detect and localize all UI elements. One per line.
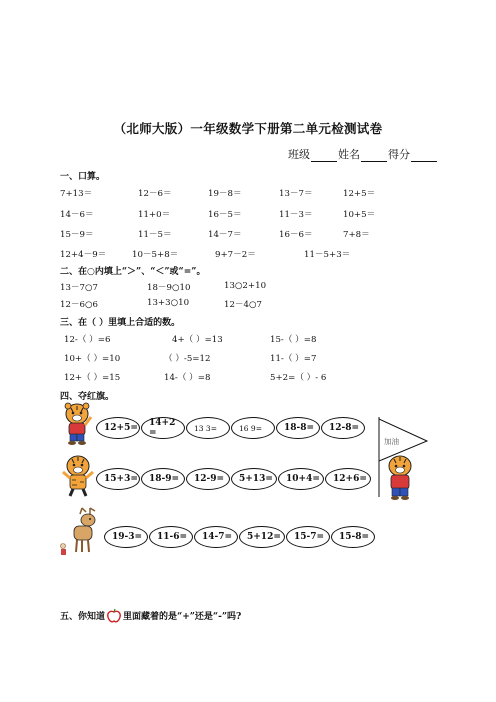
name-blank[interactable]: [361, 151, 387, 162]
sec2-r1-c2: 18－9○10: [147, 283, 191, 293]
flag-text: 加油: [384, 437, 399, 446]
race-row3-oval-2[interactable]: 11-6=: [149, 526, 193, 548]
sec1-r4-c4: 11－5+3＝: [304, 250, 351, 260]
page-title: （北师大版）一年级数学下册第二单元检测试卷: [113, 121, 383, 136]
race-row1-oval-1[interactable]: 12+5=: [96, 417, 140, 439]
sec1-r2-c5: 10+5＝: [343, 210, 376, 220]
sec1-r3-c5: 7+8＝: [343, 230, 370, 240]
sec1-r2-c1: 14－6＝: [60, 210, 94, 220]
section-5-heading: [60, 609, 241, 623]
sec1-r3-c1: 15－9＝: [60, 230, 94, 240]
race-row3-oval-4[interactable]: 5+12=: [239, 526, 285, 548]
sec2-r2-c3: 12－4○7: [224, 300, 262, 310]
sec1-r4-c1: 12+4－9＝: [60, 250, 107, 260]
sec3-r2-c3: 11-（ ）=7: [270, 354, 317, 364]
sec1-r1-c5: 12+5＝: [343, 189, 376, 199]
race-row1-oval-4[interactable]: 16 9=: [231, 417, 275, 439]
sec1-r1-c4: 13－7＝: [279, 189, 313, 199]
race-row2-oval-2[interactable]: 18-9=: [141, 468, 185, 490]
section-4-heading: 四、夺红旗。: [60, 392, 115, 402]
race-row2-oval-6[interactable]: 12+6=: [325, 468, 371, 490]
race-row3-oval-5[interactable]: 15-7=: [286, 526, 330, 548]
sec1-r4-c2: 10－5+8＝: [132, 250, 179, 260]
race-row1-oval-5[interactable]: 18-8=: [276, 417, 320, 439]
sec1-r2-c4: 11－3＝: [279, 210, 313, 220]
sec1-r3-c3: 14－7＝: [208, 230, 242, 240]
race-row1-oval-2[interactable]: 14+2 =: [141, 417, 185, 439]
sec3-r1-c2: 4+（ ）=13: [172, 335, 223, 345]
sec2-r2-c1: 12－6○6: [60, 300, 98, 310]
sec1-r2-c2: 11+0＝: [138, 210, 171, 220]
race-row2-oval-1[interactable]: 15+3=: [96, 468, 140, 490]
sec3-r2-c2: （ ）-5=12: [164, 354, 211, 364]
class-blank[interactable]: [311, 151, 337, 162]
race-row3-oval-1[interactable]: 19-3=: [104, 526, 148, 548]
sec1-r1-c2: 12－6＝: [138, 189, 172, 199]
race-row2-oval-5[interactable]: 10+4=: [278, 468, 324, 490]
sec1-r3-c4: 16－6＝: [279, 230, 313, 240]
sec3-r3-c1: 12+（ ）=15: [64, 373, 121, 383]
race-row1-oval-6[interactable]: 12-8=: [321, 417, 365, 439]
tiger-waving-icon: [60, 402, 94, 446]
name-label: 姓名: [338, 148, 360, 161]
sec3-r3-c3: 5+2=（ ）- 6: [270, 373, 327, 383]
sec1-r1-c1: 7+13＝: [60, 189, 93, 199]
sec2-r2-c2: 13+3○10: [147, 298, 190, 308]
section-1-heading: 一、口算。: [60, 172, 106, 182]
deer-icon: [60, 506, 104, 558]
tiger-flag-icon: [384, 455, 416, 501]
score-blank[interactable]: [411, 151, 437, 162]
sec3-r3-c2: 14-（ ）=8: [164, 373, 211, 383]
tiger-running-icon: [60, 454, 96, 498]
sec3-r2-c1: 10+（ ）=10: [64, 354, 121, 364]
race-row2-oval-4[interactable]: 5+13=: [231, 468, 277, 490]
sec3-r1-c1: 12-（ ）=6: [64, 335, 111, 345]
sec1-r3-c2: 11－5＝: [138, 230, 172, 240]
section-3-heading: 三、在（ ）里填上合适的数。: [60, 318, 181, 328]
section-2-heading: 二、在○内填上“＞”、“＜”或“=”。: [60, 267, 206, 277]
sec1-r1-c3: 19－8＝: [208, 189, 242, 199]
apple-icon: [107, 609, 121, 623]
sec3-r1-c3: 15-（ ）=8: [270, 335, 317, 345]
race-row3-oval-3[interactable]: 14-7=: [194, 526, 238, 548]
sec1-r2-c3: 16－5＝: [208, 210, 242, 220]
race-row1-oval-3[interactable]: 13 3=: [186, 417, 230, 439]
section-5-heading-b: 里面藏着的是“+”还是“-”吗?: [123, 612, 242, 622]
sec2-r1-c1: 13－7○7: [60, 283, 98, 293]
class-label: 班级: [288, 148, 310, 161]
student-info: [288, 146, 438, 162]
race-row2-oval-3[interactable]: 12-9=: [186, 468, 230, 490]
sec1-r4-c3: 9+7－2＝: [215, 250, 256, 260]
sec2-r1-c3: 13○2+10: [224, 281, 267, 291]
race-row3-oval-6[interactable]: 15-8=: [331, 526, 375, 548]
section-5-heading-a: 五、你知道: [60, 612, 106, 622]
score-label: 得分: [388, 148, 410, 161]
